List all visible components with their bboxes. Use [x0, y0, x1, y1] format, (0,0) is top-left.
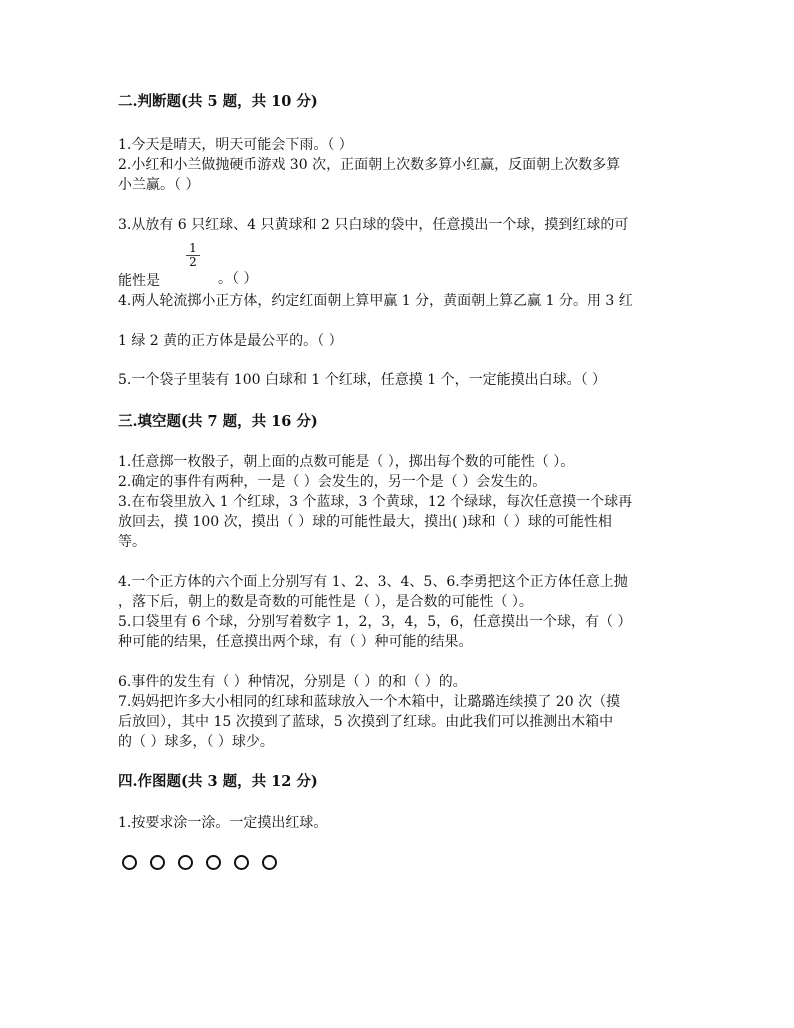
fill-question-7-line-1: 7.妈妈把许多大小相同的红球和蓝球放入一个木箱中，让璐璐连续摸了 20 次（摸	[118, 694, 621, 710]
ball-circles-row	[122, 855, 290, 870]
fill-question-7-line-3: 的（ ）球多，（ ）球少。	[118, 734, 274, 750]
judge-question-5: 5.一个袋子里装有 100 白球和 1 个红球，任意摸 1 个，一定能摸出白球。（ ）	[118, 372, 607, 388]
fill-question-3-line-3: 等。	[118, 534, 146, 550]
judge-question-3-line-2-suffix: 。（ ）	[218, 271, 258, 287]
judge-question-2-line-2: 小兰赢。（ ）	[118, 177, 200, 193]
ball-circle[interactable]	[178, 855, 193, 870]
section-heading-draw: 四.作图题(共 3 题，共 12 分)	[118, 773, 318, 790]
fraction-one-half	[186, 242, 200, 269]
judge-question-4-line-2: 1 绿 2 黄的正方体是最公平的。（ ）	[118, 333, 343, 349]
fraction-denominator: 2	[189, 255, 197, 269]
fraction-numerator: 1	[186, 242, 200, 256]
fill-question-2: 2.确定的事件有两种，一是（ ）会发生的，另一个是（ ）会发生的。	[118, 474, 547, 490]
section-heading-judge: 二.判断题(共 5 题，共 10 分)	[118, 93, 318, 110]
ball-circle[interactable]	[262, 855, 277, 870]
ball-circle[interactable]	[206, 855, 221, 870]
fill-question-3-line-2: 放回去，摸 100 次，摸出（ ）球的可能性最大，摸出( )球和（ ）球的可能性相	[118, 514, 612, 530]
fill-question-7-line-2: 后放回），其中 15 次摸到了蓝球，5 次摸到了红球。由此我们可以推测出木箱中	[118, 714, 614, 730]
fill-question-3-line-1: 3.在布袋里放入 1 个红球，3 个蓝球，3 个黄球，12 个绿球，每次任意摸一个球再	[118, 494, 633, 510]
fill-question-1: 1.任意掷一枚骰子，朝上面的点数可能是（ ），掷出每个数的可能性（ ）。	[118, 454, 575, 470]
judge-question-2-line-1: 2.小红和小兰做抛硬币游戏 30 次，正面朝上次数多算小红赢，反面朝上次数多算	[118, 157, 621, 173]
draw-question-1: 1.按要求涂一涂。一定摸出红球。	[118, 815, 328, 831]
ball-circle[interactable]	[150, 855, 165, 870]
fill-question-5-line-1: 5.口袋里有 6 个球，分别写着数字 1，2，3，4，5，6，任意摸出一个球，有（ ）	[118, 614, 632, 630]
ball-circle[interactable]	[234, 855, 249, 870]
judge-question-1: 1.今天是晴天，明天可能会下雨。（ ）	[118, 137, 353, 153]
fill-question-4-line-2: ，落下后，朝上的数是奇数的可能性是（ ），是合数的可能性（ ）。	[118, 594, 533, 610]
fill-question-5-line-2: 种可能的结果，任意摸出两个球，有（ ）种可能的结果。	[118, 634, 473, 650]
judge-question-3-line-1: 3.从放有 6 只红球、4 只黄球和 2 只白球的袋中，任意摸出一个球，摸到红球的可	[118, 217, 629, 233]
section-heading-fill: 三.填空题(共 7 题，共 16 分)	[118, 413, 318, 430]
fill-question-6: 6.事件的发生有（ ）种情况，分别是（ ）的和（ ）的。	[118, 674, 467, 690]
judge-question-3-line-2-prefix: 能性是	[118, 273, 160, 289]
ball-circle[interactable]	[122, 855, 137, 870]
fill-question-4-line-1: 4.一个正方体的六个面上分别写有 1、2、3、4、5、6.李勇把这个正方体任意上抛	[118, 574, 628, 590]
judge-question-4-line-1: 4.两人轮流掷小正方体，约定红面朝上算甲赢 1 分，黄面朝上算乙赢 1 分。用 3 红	[118, 293, 633, 309]
